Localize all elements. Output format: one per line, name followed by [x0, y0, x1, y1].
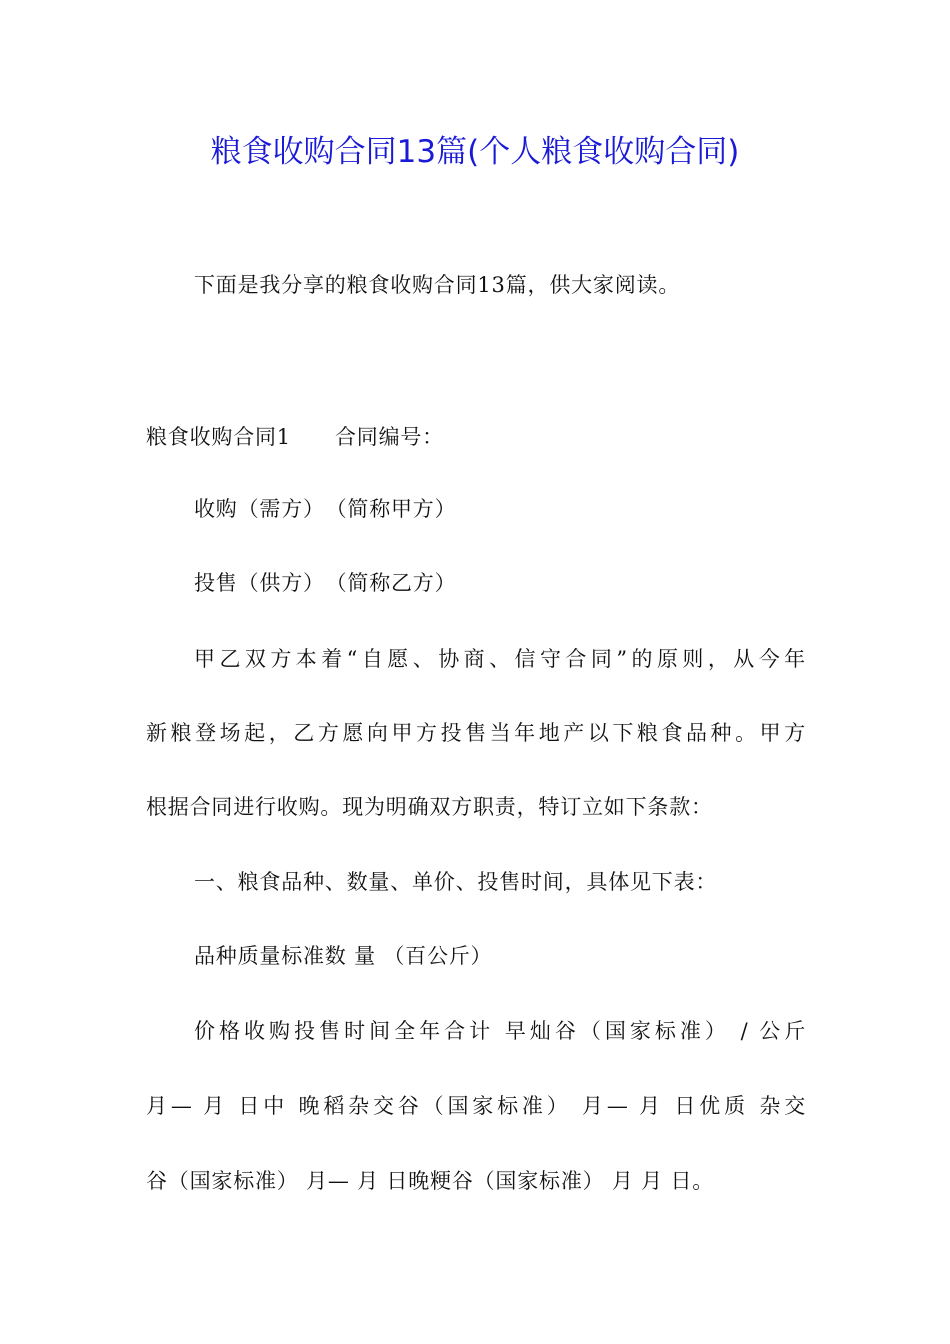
document-title: 粮食收购合同13篇(个人粮食收购合同): [210, 134, 740, 170]
buyer-line: 收购（需方） （简称甲方）: [194, 497, 457, 521]
contract-heading: 粮食收购合同1: [146, 425, 291, 449]
table-row-line-3: 谷（国家标准） 月— 月 日晚粳谷（国家标准） 月 月 日。: [146, 1169, 715, 1193]
table-row-line-2: 月— 月 日中 晚稻杂交谷（国家标准） 月— 月 日优质 杂交: [146, 1094, 806, 1118]
table-header-line: 品种质量标准数 量 （百公斤）: [194, 944, 493, 968]
contract-header-line: [146, 419, 806, 455]
principle-line-1: 甲乙双方本着“自愿、协商、信守合同”的原则，从今年: [194, 647, 806, 671]
clause-one-heading: 一、粮食品种、数量、单价、投售时间，具体见下表：: [194, 870, 718, 894]
principle-line-3: 根据合同进行收购。现为明确双方职责，特订立如下条款：: [146, 795, 713, 819]
table-row-line-1: 价格收购投售时间全年合计 早灿谷（国家标准） / 公斤: [194, 1019, 806, 1043]
seller-line: 投售（供方） （简称乙方）: [194, 571, 457, 595]
intro-paragraph: 下面是我分享的粮食收购合同13篇，供大家阅读。: [194, 273, 681, 297]
contract-number-label: 合同编号：: [334, 425, 444, 449]
principle-line-2: 新粮登场起，乙方愿向甲方投售当年地产以下粮食品种。甲方: [146, 721, 806, 745]
